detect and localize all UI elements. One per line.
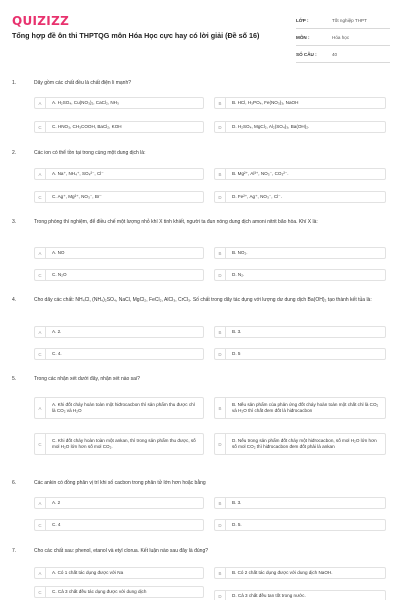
- option-letter: D: [215, 434, 226, 454]
- option-text: D. Nếu trong sản phẩm đốt cháy một hiđrocacbon, số mol H₂O lớn hơn số mol CO₂ thì hiđrocacbon đem đốt phải là ankan: [232, 438, 377, 449]
- meta-label: SỐ CÂU :: [296, 51, 317, 57]
- option-letter: B: [215, 398, 226, 418]
- meta-value: 40: [332, 51, 338, 57]
- option-c[interactable]: [34, 348, 204, 360]
- option-b[interactable]: [214, 397, 386, 419]
- option-a[interactable]: [34, 397, 204, 419]
- quizizz-logo: QUIZIZZ: [12, 14, 70, 28]
- meta-row-class: [296, 12, 390, 29]
- option-text: A. Khi đốt cháy hoàn toàn một hiđrocacbon thì sản phẩm thu được chỉ là CO₂ và H₂O: [52, 402, 195, 413]
- question-number: 2.: [12, 150, 17, 156]
- option-letter: D: [215, 349, 226, 359]
- option-letter: D: [215, 192, 226, 202]
- option-letter: B: [215, 248, 226, 258]
- option-letter: C: [35, 192, 46, 202]
- worksheet-meta: [296, 12, 390, 63]
- option-letter: C: [35, 349, 46, 359]
- option-letter: B: [215, 169, 226, 179]
- question-text: Cho các chất sau: phenol, etanol và etyl clorua. Kết luận nào sau đây là đúng?: [34, 548, 209, 554]
- question-number: 5.: [12, 376, 17, 382]
- question-text: Trong các nhận xét dưới đây, nhận xét nào sai?: [34, 376, 140, 382]
- option-text: C. 4.: [52, 351, 62, 357]
- option-letter: C: [35, 122, 46, 132]
- question-text: Các ankin có đồng phân vị trí khi số cacbon trong phân tử lớn hơn hoặc bằng: [34, 480, 206, 486]
- option-letter: C: [35, 270, 46, 280]
- option-letter: A: [35, 568, 46, 578]
- option-letter: A: [35, 169, 46, 179]
- option-text: B. NO₂.: [232, 250, 248, 256]
- option-letter: B: [215, 98, 226, 108]
- option-text: D. Cả 3 chất đều tan tốt trong nước.: [232, 593, 306, 599]
- option-a[interactable]: [34, 97, 204, 109]
- option-d[interactable]: [214, 348, 386, 360]
- option-c[interactable]: [34, 433, 204, 455]
- option-text: B. Mg²⁺, Al³⁺, NO₃⁻, CO₃²⁻.: [232, 171, 289, 177]
- option-a[interactable]: [34, 497, 204, 509]
- option-text: A. 2.: [52, 329, 62, 335]
- option-a[interactable]: [34, 168, 204, 180]
- option-letter: A: [35, 248, 46, 258]
- meta-label: LỚP :: [296, 17, 309, 23]
- question-text: Trong phòng thí nghiệm, để điều chế một lượng nhỏ khí X tinh khiết, người ta đun nóng dung dịch amoni nitrit bão hòa. Khí X là:: [34, 219, 318, 225]
- worksheet-title: Tổng hợp đề ôn thi THPTQG môn Hóa Học cực hay có lời giải (Đề số 16): [12, 31, 260, 40]
- option-letter: B: [215, 498, 226, 508]
- option-letter: C: [35, 587, 46, 597]
- option-d[interactable]: [214, 433, 386, 455]
- option-letter: A: [35, 498, 46, 508]
- option-letter: A: [35, 398, 46, 418]
- option-text: C. Ag⁺, Mg²⁺, NO₃⁻, Br⁻: [52, 194, 102, 200]
- option-text: D. 5: [232, 351, 241, 357]
- option-text: A. Na⁺, NH₄⁺, SO₄²⁻, Cl⁻: [52, 171, 104, 177]
- option-text: B. HCl, H₃PO₄, Fe(NO₃)₃, NaOH: [232, 100, 299, 106]
- option-text: C. 4: [52, 522, 61, 528]
- option-b[interactable]: [214, 497, 386, 509]
- meta-value: Tốt nghiệp THPT: [332, 17, 367, 23]
- question-number: 4.: [12, 297, 17, 303]
- question-text: Dãy gồm các chất đều là chất điện li mạnh?: [34, 80, 131, 86]
- option-letter: A: [35, 327, 46, 337]
- option-c[interactable]: [34, 269, 204, 281]
- option-c[interactable]: [34, 121, 204, 133]
- meta-row-question-count: [296, 46, 390, 63]
- option-text: D. N₂.: [232, 272, 245, 278]
- option-text: D. Fe²⁺, Ag⁺, NO₃⁻, Cl⁻.: [232, 194, 282, 200]
- option-b[interactable]: [214, 168, 386, 180]
- option-letter: D: [215, 520, 226, 530]
- question-number: 3.: [12, 219, 17, 225]
- option-a[interactable]: [34, 326, 204, 338]
- option-text: B. 3.: [232, 329, 242, 335]
- option-d[interactable]: [214, 191, 386, 203]
- option-d[interactable]: [214, 519, 386, 531]
- option-text: B. Có 2 chất tác dụng được với dung dịch NaOH.: [232, 570, 333, 576]
- option-text: A. Có 1 chất tác dụng được với Na: [52, 570, 124, 576]
- option-d[interactable]: [214, 121, 386, 133]
- option-text: C. HNO₃, CH₃COOH, BaCl₂, KOH: [52, 124, 122, 130]
- option-c[interactable]: [34, 586, 204, 598]
- question-text: Các ion có thể tồn tại trong cùng một dung dịch là:: [34, 150, 146, 156]
- option-c[interactable]: [34, 191, 204, 203]
- option-c[interactable]: [34, 519, 204, 531]
- option-text: A. 2: [52, 500, 61, 506]
- meta-row-subject: [296, 29, 390, 46]
- meta-value: Hóa học: [332, 34, 350, 40]
- option-letter: D: [215, 591, 226, 600]
- option-letter: A: [35, 98, 46, 108]
- worksheet-header: [0, 0, 400, 72]
- option-d[interactable]: [214, 269, 386, 281]
- option-b[interactable]: [214, 97, 386, 109]
- question-text: Cho dãy các chất: NH₄Cl, (NH₄)₂SO₄, NaCl, MgCl₂, FeCl₂, AlCl₃, CrCl₃. Số chất trong dãy tác dụng với lượng dư dung dịch Ba(OH)₂ tạo thành kết tủa là:: [34, 297, 372, 303]
- option-b[interactable]: [214, 326, 386, 338]
- option-b[interactable]: [214, 567, 386, 579]
- question-number: 7.: [12, 548, 17, 554]
- option-d[interactable]: [214, 590, 386, 600]
- option-text: A. NO: [52, 250, 65, 256]
- question-number: 6.: [12, 480, 17, 486]
- option-text: D. H₂SO₄, MgCl₂, Al₂(SO₄)₃, Ba(OH)₂.: [232, 124, 310, 130]
- option-text: B. Nếu sản phẩm của phản ứng đốt cháy hoàn toàn một chất chỉ là CO₂ và H₂O thì chất đem đốt là hiđrocacbon: [232, 402, 379, 413]
- option-a[interactable]: [34, 247, 204, 259]
- option-letter: D: [215, 270, 226, 280]
- option-text: A. H₂SO₄, Cu(NO₃)₂, CaCl₂, NH₃: [52, 100, 119, 106]
- option-text: C. N₂O: [52, 272, 67, 278]
- option-b[interactable]: [214, 247, 386, 259]
- option-letter: B: [215, 568, 226, 578]
- option-letter: B: [215, 327, 226, 337]
- option-letter: D: [215, 122, 226, 132]
- question-number: 1.: [12, 80, 17, 86]
- option-a[interactable]: [34, 567, 204, 579]
- option-letter: C: [35, 520, 46, 530]
- option-text: D. 5.: [232, 522, 242, 528]
- meta-label: MÔN :: [296, 34, 310, 40]
- option-text: B. 3.: [232, 500, 242, 506]
- option-text: C. Khi đốt cháy hoàn toàn một ankan, thì trong sản phẩm thu được, số mol H₂O lớn hơn số mol CO₂.: [52, 438, 196, 449]
- option-text: C. Cả 3 chất đều tác dụng được với dung dịch: [52, 589, 147, 595]
- option-letter: C: [35, 434, 46, 454]
